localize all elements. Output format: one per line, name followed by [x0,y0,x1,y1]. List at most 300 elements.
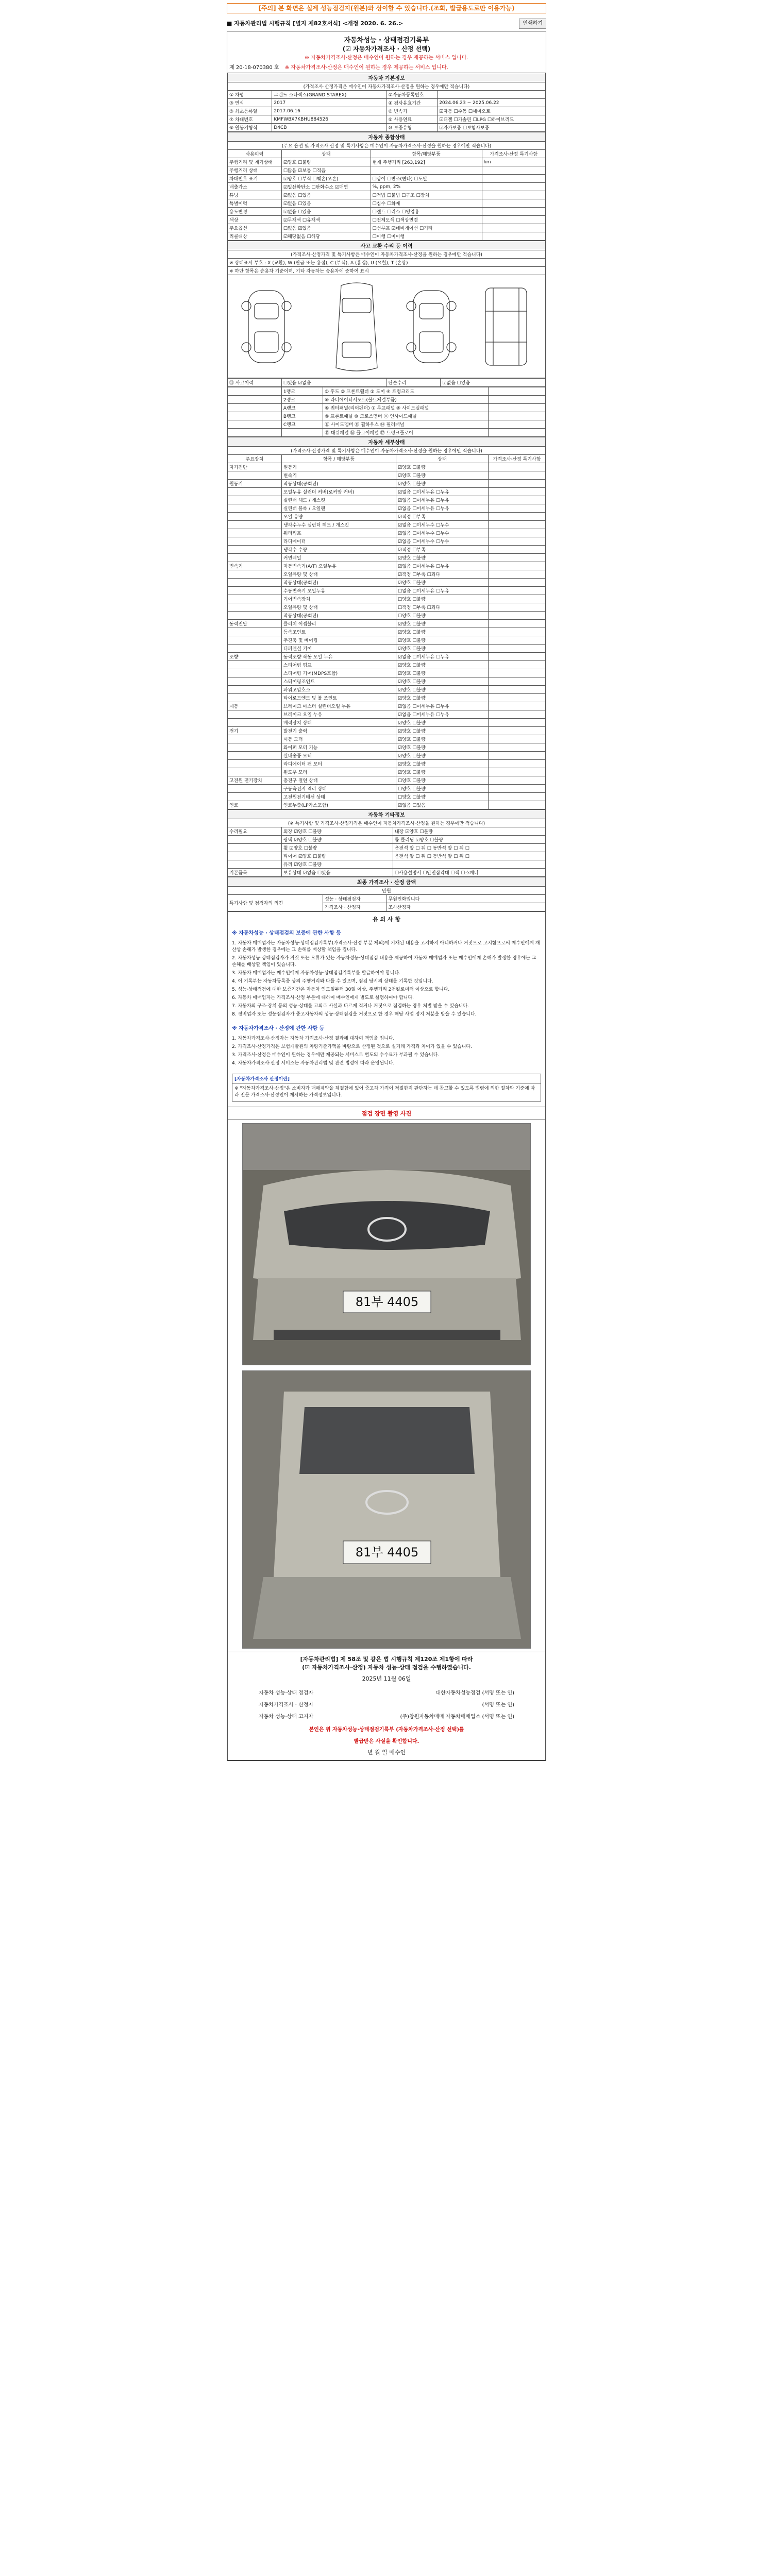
details-state: ☑양호 ☐불량 [396,579,489,587]
appraiser-role: 가격조사 · 산정자 [323,903,386,911]
details-state: ☑없음 ☐미세누유 ☐누유 [396,562,489,570]
signature-area [227,1652,546,1760]
general-status-part: ☐선루프 ☑네비게이션 ☐기타 [371,224,482,232]
general-status-remark: km [482,158,545,166]
details-state: ☑없음 ☐미세누유 ☐누유 [396,710,489,719]
basic-info-rows [228,91,546,132]
accident-table [227,241,546,275]
details-state: ☑양호 ☐불량 [396,480,489,488]
general-status-state: ☑양호 ☐부식 ☐훼손(오손) [281,175,371,183]
general-status-remark [482,199,545,208]
notice-line: 2. 가격조사·산정가격은 보험개발원의 차량기준가액을 바탕으로 산정된 것으로 실거래 가격과 차이가 있을 수 있습니다. [232,1044,472,1049]
details-state: ☑없음 ☐미세누유 ☐누유 [396,702,489,710]
details-remark-cell [488,752,545,760]
details-device [228,710,282,719]
details-state: ☑없음 ☐미세누수 ☐누수 [396,529,489,537]
details-row [228,760,546,768]
form-label: ■ 자동차관리법 시행규칙 [별지 제82호서식] <개정 2020. 6. 26.> [227,20,404,27]
details-row [228,463,546,471]
other-info-note: (※ 특기사항 및 가격조사·산정가격은 매수인이 자동차가격조사·산정을 원하는 경우에만 적습니다) [228,819,546,827]
details-device [228,554,282,562]
notice-line: 4. 자동차가격조사·산정 서비스는 자동차관리법 및 관련 법령에 따라 운영됩니다. [232,1061,395,1066]
details-state: ☑적정 ☐부족 [396,546,489,554]
general-status-state: ☑일산화탄소 ☐탄화수소 ☑매연 [281,183,371,191]
details-state: ☑양호 ☐불량 [396,620,489,628]
details-row [228,768,546,776]
rear-plate-text: 81부 4405 [355,1545,419,1560]
general-status-part: 현재 주행거리 [263,192] [371,158,482,166]
notice-line: 6. 자동차 매매업자는 가격조사·산정 부분에 대하여 매수인에게 별도로 설명하여야 합니다. [232,995,414,1001]
details-device [228,488,282,496]
details-part: 스티어링 펌프 [281,661,396,669]
details-remark-cell [488,653,545,661]
general-status-row [228,199,546,208]
general-status-item: 리콜대상 [228,232,282,241]
details-remark-cell [488,776,545,785]
notice-line: 3. 가격조사·산정은 매수인이 원하는 경우에만 제공되는 서비스로 별도의 수수료가 부과될 수 있습니다. [232,1053,440,1058]
sign-title-2: (☑ 자동차가격조사·산정) 자동차 성능·상태 점검을 수행하였습니다. [302,1664,471,1671]
basic-info-label: ⑧ 사용연료 [386,115,438,124]
basic-info-value: ☑디젤 ☐가솔린 ☐LPG ☐하이브리드 [438,115,546,124]
details-state: ☑양호 ☐불량 [396,727,489,735]
basic-info-head: 자동차 기본정보 [228,73,546,82]
details-state: ☑없음 ☐미세누유 ☐누유 [396,504,489,513]
front-photo-svg [243,1124,531,1365]
details-part: 라디에이터 [281,537,396,546]
details-device [228,546,282,554]
basic-info-value: 2017.06.16 [272,107,386,115]
general-status-row [228,216,546,224]
basic-info-label: ④ 검사유효기간 [386,99,438,107]
form-notice: ※ 자동차가격조사·산정은 매수인이 원하는 경우 제공하는 서비스 입니다. [305,55,468,61]
details-state: ☐양호 ☐불량 [396,612,489,620]
rank-row [228,396,546,404]
details-row [228,504,546,513]
details-device [228,719,282,727]
details-part: 작동상태(공회전) [281,612,396,620]
details-state: ☑양호 ☐불량 [396,768,489,776]
general-status-remark [482,166,545,175]
details-device: 전기 [228,727,282,735]
details-row [228,521,546,529]
details-state: ☑없음 ☐미세누유 ☐누유 [396,488,489,496]
price-unit: 만원 [228,887,546,895]
general-col-state: 상태 [281,150,371,158]
general-col-part: 항목/해당부품 [371,150,482,158]
rank-group-cell [228,429,282,437]
details-part: 고전원전기배선 상태 [281,793,396,801]
other-info-detail: 룸 클리닝 ☑양호 ☐불량 [393,836,545,844]
other-info-row [228,869,546,877]
details-row [228,702,546,710]
front-photo [242,1123,531,1365]
details-row [228,513,546,521]
accident-summary-table [227,378,546,387]
notice-line: 8. 정비업자 또는 성능점검자가 중고자동차의 성능·상태점검을 거짓으로 한 경우 해당 사업 정지 처분을 받을 수 있습니다. [232,1012,477,1017]
price-table [227,877,546,911]
details-part: 오일유량 및 상태 [281,570,396,579]
general-status-row [228,191,546,199]
details-row [228,694,546,702]
details-part: 추진축 및 베어링 [281,636,396,645]
car-right-view [407,291,456,363]
details-state: ☑양호 ☐불량 [396,686,489,694]
details-row [228,554,546,562]
details-device [228,628,282,636]
photo-head: 점검 장면 촬영 사진 [227,1107,546,1120]
details-device: 제동 [228,702,282,710]
details-device [228,793,282,801]
basic-info-value [438,91,546,99]
general-status-item: 배출가스 [228,183,282,191]
details-device [228,587,282,595]
details-part: 실린더 블록 / 오일팬 [281,504,396,513]
rank-parts: ⑫ 사이드멤버 ⑬ 휠하우스 ⑭ 필러패널 [323,420,489,429]
details-head: 자동차 세부상태 [228,437,546,447]
other-info-group: 수리필요 [228,827,282,836]
other-info-item: 휠 ☑양호 ☐불량 [281,844,393,852]
details-device [228,471,282,480]
details-row [228,710,546,719]
notice-line: 7. 자동차의 구조·장치 등의 성능·상태를 고의로 사실과 다르게 적거나 거짓으로 점검하는 경우 처벌 받을 수 있습니다. [232,1004,469,1009]
details-state: ☑양호 ☐불량 [396,743,489,752]
basic-info-value: 2017 [272,99,386,107]
details-device: 자기진단 [228,463,282,471]
details-remark-cell [488,620,545,628]
rank-remark-cell [488,429,545,437]
general-status-table [227,132,546,241]
details-row [228,735,546,743]
sign-inspector-name: 대한자동차성능점검 (서명 또는 인) [435,1690,514,1696]
sign-date: 2025년 11월 06일 [362,1675,411,1682]
details-remark-cell [488,793,545,801]
basic-info-value: D4CB [272,124,386,132]
details-col-state: 상태 [396,455,489,463]
details-remark-cell [488,669,545,677]
details-device [228,686,282,694]
details-part: 타이로드엔드 및 볼 조인트 [281,694,396,702]
details-part: 스티어링 기어(MDPS포함) [281,669,396,677]
general-status-remark [482,216,545,224]
rear-photo-svg [243,1371,531,1649]
warning-banner: [주의] 본 화면은 실제 성능점검지(원본)와 상이할 수 있습니다.(조회, 발급용도로만 이용가능) [227,3,546,13]
other-info-group [228,844,282,852]
details-state: ☑없음 ☐미세누수 ☐누수 [396,521,489,529]
notice-line: 2. 자동차성능·상태점검자가 거짓 또는 오류가 있는 자동차성능·상태점검 내용을 제공하여 자동차 매매업자 또는 매수인에게 손해가 발생한 경우에는 그 손해를 배상할 책임이 있습니다. [232,956,536,968]
inspection-record [227,31,546,1761]
general-status-item: 용도변경 [228,208,282,216]
details-row [228,645,546,653]
basic-info-value: KMFWBX7KBHU884526 [272,115,386,124]
sign-bottom-3: 년 월 일 매수인 [367,1749,406,1756]
inspector-role: 성능 · 상태점검자 [323,895,386,903]
details-device: 동력전달 [228,620,282,628]
details-row [228,719,546,727]
details-remark-cell [488,521,545,529]
details-remark-cell [488,587,545,595]
print-button[interactable]: 인쇄하기 [519,19,546,29]
details-device [228,612,282,620]
car-top-view [336,283,377,371]
details-state: ☑양호 ☐불량 [396,628,489,636]
details-remark-cell [488,504,545,513]
sign-inspector-label: 자동차 성능·상태 점검자 [259,1690,314,1696]
general-status-remark [482,224,545,232]
accident-legend: ※ 상태표시 부호 : X (교환), W (판금 또는 용접), C (부식), A (흠집), U (요철), T (손상) [228,259,546,267]
details-state: ☑양호 ☐불량 [396,760,489,768]
details-remark-cell [488,562,545,570]
basic-info-row [228,115,546,124]
notice-section-1: ※ 자동차성능 · 상태점검의 보증에 관한 사항 등 [227,926,546,938]
general-status-row [228,208,546,216]
details-device: 고전원 전기장치 [228,776,282,785]
details-remark-cell [488,612,545,620]
rank-parts: ⑤ 라디에이터서포트(볼트체결부품) [323,396,489,404]
general-status-item: 주요옵션 [228,224,282,232]
general-status-part: ☐상이 ☐변조(변타) ☐도말 [371,175,482,183]
sign-bottom-2: 발급받은 사실을 확인합니다. [354,1739,419,1744]
rank-label: B랭크 [281,412,323,420]
details-row [228,612,546,620]
details-remark-cell [488,579,545,587]
details-part: 와이퍼 모터 기능 [281,743,396,752]
details-remark-cell [488,628,545,636]
details-device [228,595,282,603]
general-status-note: (주요 옵션 및 가격조사·산정 및 특기사항은 매수인이 자동차가격조사·산정을 원하는 경우에만 적습니다) [228,142,546,150]
basic-info-row [228,107,546,115]
other-info-detail: 운전석 앞 ☐ 뒤 ☐ 동반석 앞 ☐ 뒤 ☐ [393,852,545,860]
details-part: 클러치 어셈블리 [281,620,396,628]
sign-inspector-row [238,1686,535,1698]
general-status-part: ☐전체도색 ☐색상변경 [371,216,482,224]
general-status-row [228,232,546,241]
basic-info-row [228,99,546,107]
details-part: 시동 모터 [281,735,396,743]
rank-parts: ⑨ 프론트패널 ⑩ 크로스멤버 ⑪ 인사이드패널 [323,412,489,420]
details-row [228,488,546,496]
inspector-opinion: 무원인화입니다 [386,895,546,903]
details-device [228,669,282,677]
details-state: ☐없음 ☐미세누유 ☐누유 [396,587,489,595]
details-table [227,437,546,809]
general-col-history: 사용이력 [228,150,282,158]
basic-info-label: ⑤ 최초등록일 [228,107,272,115]
general-status-state: ☑없음 ☐있음 [281,208,371,216]
rank-rows [228,387,546,437]
details-row [228,793,546,801]
basic-info-label: ⑩ 보증유형 [386,124,438,132]
sign-notifier-name: (주)창원자동차매매 자동차매매업소 (서명 또는 인) [400,1714,514,1720]
details-state: ☑양호 ☐불량 [396,677,489,686]
other-info-rows [228,827,546,877]
general-status-state: ☑없음 ☐있음 [281,199,371,208]
basic-info-label: ⑨ 원동기형식 [228,124,272,132]
details-state: ☑양호 ☐불량 [396,661,489,669]
notice-lines [227,938,546,1022]
details-row [228,743,546,752]
general-status-part [371,166,482,175]
other-info-detail: ☐사용설명서 ☐안전삼각대 ☐잭 ☐스패너 [393,869,545,877]
details-row [228,595,546,603]
details-remark-cell [488,529,545,537]
details-remark-cell [488,727,545,735]
details-state: ☑없음 ☐미세누유 ☐누유 [396,496,489,504]
other-info-detail [393,860,545,869]
details-row [228,776,546,785]
details-row [228,686,546,694]
details-part: 커먼레일 [281,554,396,562]
details-part: 실린더 헤드 / 개스킷 [281,496,396,504]
details-part: 냉각수 수량 [281,546,396,554]
car-left-view [242,291,291,363]
details-row [228,620,546,628]
general-status-remark [482,175,545,183]
details-device: 변속기 [228,562,282,570]
details-device [228,496,282,504]
details-row [228,636,546,645]
details-row [228,653,546,661]
basic-info-label: ⑥ 변속기 [386,107,438,115]
rank-label [281,429,323,437]
details-remark-cell [488,546,545,554]
car-frame-view [485,288,527,365]
details-part: 파워고압호스 [281,686,396,694]
details-row [228,628,546,636]
details-part: 구동축전지 격리 상태 [281,785,396,793]
details-row [228,480,546,488]
details-device: 조향 [228,653,282,661]
form-title: 자동차성능 · 상태점검기록부 [344,37,429,44]
simple-repair-value: ☑없음 ☐있음 [441,379,546,387]
details-remark-cell [488,537,545,546]
other-info-item: 광택 ☑양호 ☐불량 [281,836,393,844]
details-remark-cell [488,694,545,702]
details-state: ☑양호 ☐불량 [396,636,489,645]
rank-group-cell [228,412,282,420]
details-device [228,752,282,760]
general-status-state: ☐없음 ☑있음 [281,224,371,232]
details-remark-cell [488,471,545,480]
details-part: 등속조인트 [281,628,396,636]
details-remark-cell [488,760,545,768]
details-state: ☑양호 ☐불량 [396,669,489,677]
details-state: ☑양호 ☐불량 [396,719,489,727]
photo-wrap [227,1120,546,1652]
details-state: ☑없음 ☐미세누유 ☐누유 [396,653,489,661]
details-state: ☑없음 ☐있음 [396,801,489,809]
details-row [228,587,546,595]
details-state: ☑양호 ☐불량 [396,554,489,562]
general-status-part: %, ppm, 2% [371,183,482,191]
rank-remark-cell [488,404,545,412]
details-remark-cell [488,603,545,612]
details-remark-cell [488,801,545,809]
details-row [228,579,546,587]
details-device [228,537,282,546]
general-status-rows [228,158,546,241]
details-state: ☑적정 ☐부족 [396,513,489,521]
top-bar [227,19,546,29]
other-info-detail: 내장 ☑양호 ☐불량 [393,827,545,836]
details-remark-cell [488,702,545,710]
general-status-row [228,224,546,232]
rank-parts: ① 후드 ② 프론트휀더 ③ 도어 ④ 트렁크리드 [323,387,489,396]
record-id: 제 20-18-070380 호 [229,65,279,71]
details-device [228,636,282,645]
details-row [228,546,546,554]
details-remark-cell [488,645,545,653]
other-info-row [228,827,546,836]
other-info-row [228,844,546,852]
rank-parts: ⑮ 대쉬패널 ⑯ 플로어패널 ⑰ 트렁크플로어 [323,429,489,437]
details-part: 수동변속기 오일누유 [281,587,396,595]
other-info-group [228,860,282,869]
details-part: 충전구 절연 상태 [281,776,396,785]
details-device [228,735,282,743]
details-row [228,537,546,546]
details-rows [228,463,546,809]
rear-photo [242,1370,531,1649]
other-info-group: 기본품목 [228,869,282,877]
sign-bottom-1: 본인은 위 자동차성능·상태점검기록부 (자동차가격조사·산정 선택)를 [309,1727,464,1733]
rank-group-cell [228,396,282,404]
notice-lines-2 [227,1033,546,1071]
general-col-remark: 가격조사·산정 특기사항 [482,150,545,158]
rank-row [228,429,546,437]
basic-info-value: 2024.06.23 ~ 2025.06.22 [438,99,546,107]
details-row [228,669,546,677]
details-state: ☑양호 ☐불량 [396,735,489,743]
rank-table [227,387,546,437]
front-plate-text: 81부 4405 [355,1295,419,1309]
details-device [228,768,282,776]
details-remark-cell [488,595,545,603]
details-device [228,521,282,529]
other-info-group [228,836,282,844]
details-device: 원동기 [228,480,282,488]
rank-row [228,420,546,429]
other-info-item: 보유상태 ☑없음 ☐있음 [281,869,393,877]
rank-remark-cell [488,412,545,420]
notice-section-2: ※ 자동차가격조사 · 산정에 관한 사항 등 [227,1022,546,1033]
basic-info-value: ☑자가보증 ☐보험사보증 [438,124,546,132]
rank-row [228,404,546,412]
details-state: ☐양호 ☐불량 [396,785,489,793]
basic-info-value: 그랜드 스타렉스(GRAND STAREX) [272,91,386,99]
details-part: 작동상태(공회전) [281,480,396,488]
rank-label: A랭크 [281,404,323,412]
info-box-wrap [227,1071,546,1107]
details-col-part: 항목 / 해당부품 [281,455,396,463]
rank-group-cell [228,420,282,429]
opinion-label: 특기사항 및 점검자의 의견 [228,895,323,911]
general-status-item: 주행거리 및 계기상태 [228,158,282,166]
details-state: ☐적정 ☐부족 ☐과다 [396,603,489,612]
basic-info-label: ① 차명 [228,91,272,99]
details-col-device: 주요장치 [228,455,282,463]
details-part: 브레이크 마스터 실린더오일 누유 [281,702,396,710]
info-box [232,1074,541,1101]
general-status-state: ☑무채색 ☐유채색 [281,216,371,224]
rank-remark-cell [488,396,545,404]
details-row [228,785,546,793]
details-remark-cell [488,719,545,727]
general-status-state: ☑해당없음 ☐해당 [281,232,371,241]
details-remark-cell [488,686,545,694]
simple-repair-label: 단순수리 [386,379,441,387]
details-remark-cell [488,554,545,562]
basic-info-value: ☑자동 ☐수동 ☐세미오토 [438,107,546,115]
